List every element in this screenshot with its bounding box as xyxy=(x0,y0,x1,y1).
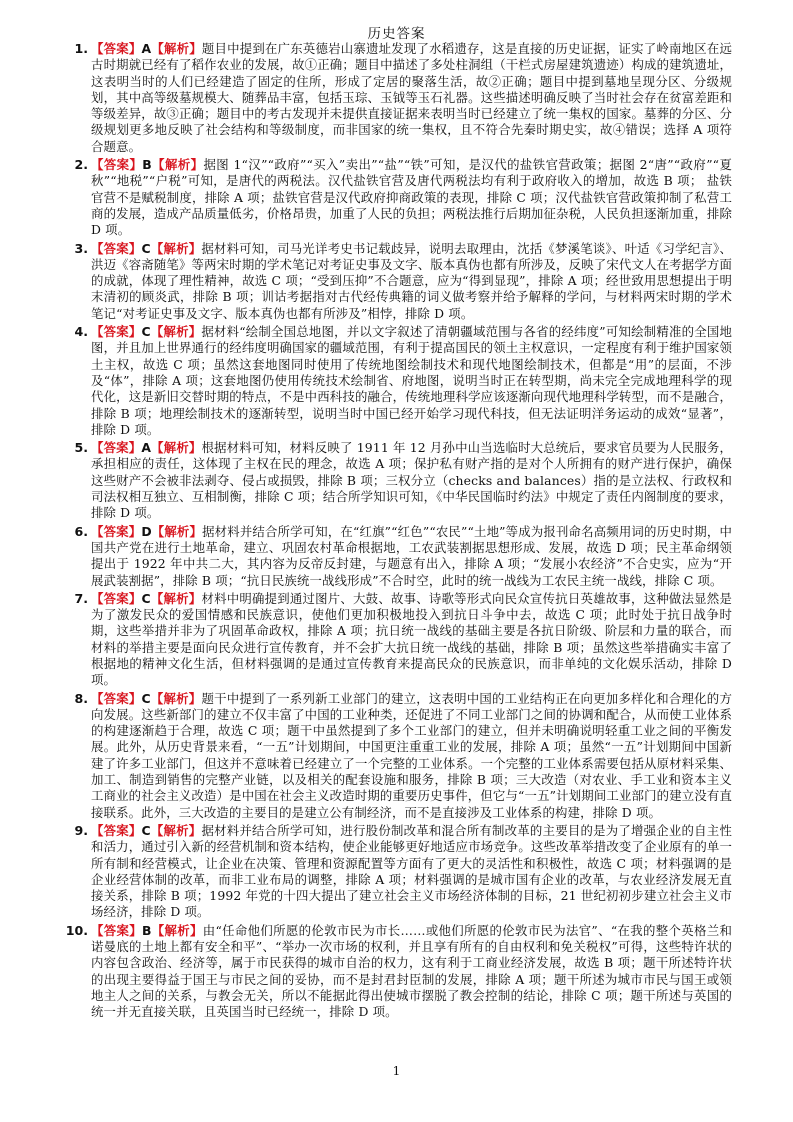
analysis-tag: 【解析】 xyxy=(151,41,202,56)
question-number: 9. xyxy=(74,822,88,838)
analysis-tag: 【解析】 xyxy=(150,324,202,340)
analysis-tag: 【解析】 xyxy=(151,922,203,938)
answer-body xyxy=(91,524,732,589)
analysis-text: 据材料可知，司马光详考史书记载歧异，说明去取理由，沈括《梦溪笔谈》、叶适《习学纪言》、洪迈《容斋随笔》等两宋时期的学术笔记对考证史事及文字、版本真伪也都有所涉及，反映了宋代文人在考据学方面的成就，体现了理性精神，故选 C 项；“受到压抑”不合题意，应为“得到显现”，排除 A 项；经世致用思想提出于明末清初的顾炎武，排除 B 项；训诂考据指对古代经传典籍的词义做考察并给予解释的学问，与材料两宋时期的学术笔记“对考证史事及文字、版本真伪也都有所涉及”相悖，排除 D 项。 xyxy=(91,240,732,321)
analysis-text: 材料中明确提到通过图片、大鼓、故事、诗歌等形式向民众宣传抗日英雄故事，这种做法显然是为了激发民众的爱国情感和民族意识，使他们更加积极地投入到抗日斗争中去，故选 C 项；此时处于抗日战争时期，这些举措并非为了巩固革命政权，排除 A 项；抗日统一战线的基础主要是各抗日阶级、阶层和力量的联合，而材料的举措主要是面向民众进行宣传教育，并不会扩大抗日统一战线的基础，排除 B 项；虽然这些举措确实丰富了根据地的精神文化生活，但材料强调的是通过宣传教育来提高民众的民族意识，而非单纯的文化娱乐活动，排除 D 项。 xyxy=(91,590,732,688)
question-number: 10. xyxy=(65,922,88,938)
analysis-tag: 【解析】 xyxy=(150,240,202,256)
answer-tag: 【答案】 xyxy=(91,240,142,256)
analysis-tag: 【解析】 xyxy=(151,440,202,456)
question-number: 6. xyxy=(74,523,88,539)
answer-body xyxy=(91,823,732,921)
analysis-text: 根据材料可知，材料反映了 1911 年 12 月孙中山当选临时大总统后，要求官员要为人民服务，承担相应的责任，这体现了主权在民的理念，故选 A 项；保护私有财产指的是对个人所拥有的财产进行保护，确保这些财产不会被非法剥夺、侵占或损毁，排除 B 项；三权分立（checks and balances）指的是立法权、行政权和司法权相互独立、互相制衡，排除 C 项；结合所学知识可知，《中华民国临时约法》中规定了责任内阁制度的要求，排除 D 项。 xyxy=(91,440,732,521)
answer-body xyxy=(91,591,732,689)
answer-tag: 【答案】 xyxy=(91,41,142,56)
answer-body xyxy=(91,41,732,155)
answer-letter: D xyxy=(141,523,152,539)
analysis-text: 据图 1“汉”“政府”“买入”卖出”“盐”“铁”可知，是汉代的盐铁官营政策；据图 2“唐”“政府”“夏秋”“地税”“户税”可知，是唐代的两税法。汉代盐铁官营及唐代两税法均有利于政府收入的增加，故选 B 项； 盐铁官营不是赋税制度，排除 A 项；盐铁官营是汉代政府抑商政策的表现，排除 C 项；汉代盐铁官营政策抑制了私营工商的发展，造成产品质量低劣，价格昂贵，加重了人民的负担；两税法推行后期加征杂税，人民负担逐渐加重，排除 D 项。 xyxy=(91,157,732,238)
analysis-text: 据材料并结合所学可知，在“红旗”“红色”“农民”“土地”等成为报刊命名高频用词的历史时期，中国共产党在进行土地革命，建立、巩固农村革命根据地，工农武装割据思想形成、发展，故选 D 项；民主革命纲领提出于 1922 年中共二大，其内容为反帝反封建，与题意有出入，排除 A 项；“发展小农经济”不合史实，应为“开展武装割据”，排除 B 项；“抗日民族统一战线形成”不合时空，此时的统一战线为工农民主统一战线，排除 C 项。 xyxy=(91,523,732,588)
answer-body xyxy=(91,923,732,1021)
answer-tag: 【答案】 xyxy=(91,324,142,340)
answer-item xyxy=(62,440,732,521)
analysis-tag: 【解析】 xyxy=(151,523,203,539)
answer-letter: C xyxy=(141,240,151,256)
answer-tag: 【答案】 xyxy=(91,157,143,173)
answer-body xyxy=(91,440,732,521)
answer-tag: 【答案】 xyxy=(91,822,142,838)
answer-tag: 【答案】 xyxy=(91,590,142,606)
answer-tag: 【答案】 xyxy=(91,922,142,938)
analysis-tag: 【解析】 xyxy=(151,157,204,173)
answer-item xyxy=(62,691,732,821)
analysis-tag: 【解析】 xyxy=(150,822,202,838)
analysis-text: 据材料并结合所学可知，进行股份制改革和混合所有制改革的主要目的是为了增强企业的自主性和活力，通过引入新的经营机制和资本结构，使企业能够更好地适应市场竞争。这些改革举措改变了企业原有的单一所有制和经营模式，让企业在决策、管理和资源配置等方面有了更大的灵活性和积极性，故选 C 项；材料强调的是企业经营体制的改革，而非工业布局的调整，排除 A 项；材料强调的是城市国有企业的改革，与农业经济发展无直接关系，排除 B 项；1992 年党的十四大提出了建立社会主义市场经济体制的目标，21 世纪初初步建立社会主义市场经济，排除 D 项。 xyxy=(91,822,732,920)
answer-body xyxy=(91,157,732,238)
answer-letter: C xyxy=(141,324,151,340)
question-number: 3. xyxy=(74,240,88,256)
question-number: 8. xyxy=(74,690,88,706)
answer-tag: 【答案】 xyxy=(91,690,142,706)
answer-item xyxy=(62,591,732,689)
analysis-tag: 【解析】 xyxy=(150,590,202,606)
answer-item xyxy=(62,324,732,438)
page-title: 历史答案 xyxy=(367,26,426,42)
analysis-text: 据材料“绘制全国总地图，并以文字叙述了清朝疆域范围与各省的经纬度”可知绘制精准的全国地图，并且加上世界通行的经纬度明确国家的疆域范围，有利于提高国民的领土主权意识，一定程度有利于维护国家领土主权，故选 C 项；虽然这套地图同时使用了传统地图绘制技术和现代地图绘制技术，但都是“用”的层面，不涉及“体”，排除 A 项；这套地图仍使用传统技术绘制省、府地图，说明当时正在转型期，尚未完全完成地理科学的现代化，这是新旧交替时期的特点，不是中西科技的融合，传统地理科学应该逐渐向现代地理科学转型，而不是融合，排除 B 项；地理绘制技术的逐渐转型，说明当时中国已经开始学习现代科技，但无法证明洋务运动的成效“显著”，排除 D 项。 xyxy=(91,324,732,437)
analysis-text: 由“任命他们所愿的伦敦市民为市长……或他们所愿的伦敦市民为法官”、“在我的整个英格兰和诺曼底的土地上都有安全和平”、“举办一次市场的权利，并且享有所有的自由权利和免关税权”可得，这些特许状的内容包含政治、经济等，属于市民获得的城市自治的权力，这有利于工商业经济发展，故选 B 项；题干所述特许状的出现主要得益于国王与市民之间的妥协，而不是封君封臣制的发展，排除 A 项；题干所述为城市市民与国王或领地主人之间的关系，与教会无关，所以不能据此得出使城市摆脱了教会控制的结论，排除 C 项；题干所述与英国的统一并无直接关联，且英国当时已经统一，排除 D 项。 xyxy=(91,922,733,1020)
question-number: 5. xyxy=(74,440,88,456)
answer-body xyxy=(91,241,732,322)
answer-tag: 【答案】 xyxy=(91,440,142,456)
answer-item xyxy=(62,41,732,155)
analysis-tag: 【解析】 xyxy=(150,690,202,706)
answer-item xyxy=(62,157,732,238)
question-number: 4. xyxy=(74,324,88,340)
analysis-text: 题目中提到在广东英德岩山寨遗址发现了水稻遗存，这是直接的历史证据，证实了岭南地区在远古时期就已经有了稻作农业的发展，故①正确；题目中描述了多处柱洞组（干栏式房屋建筑遗迹）构成的建筑遗址，这表明当时的人们已经建造了固定的住所，形成了定居的聚落生活，故②正确；题目中提到墓地呈现分区、分级规划，其中高等级墓规模大、随葬品丰富，包括玉琮、玉钺等玉石礼器。这些描述明确反映了当时社会存在贫富差距和等级差异，故③正确；题目中的考古发现并未提供直接证据来表明当时已经建立了统一集权的国家。墓葬的分区、分级规划更多地反映了社会结构和等级制度，而非国家的统一集权，且不符合先秦时期史实，故④错误；选择 A 项符合题意。 xyxy=(91,41,732,154)
question-number: 7. xyxy=(74,590,88,606)
answer-letter: A xyxy=(141,440,152,456)
answer-letter: C xyxy=(141,822,151,838)
answer-body xyxy=(91,324,732,438)
answer-item xyxy=(62,524,732,589)
answer-letter: C xyxy=(141,690,151,706)
analysis-text: 题干中提到了一系列新工业部门的建立，这表明中国的工业结构正在向更加多样化和合理化的方向发展。这些新部门的建立不仅丰富了中国的工业种类，还促进了不同工业部门之间的协调和配合，从而使工业体系的构建逐渐趋于合理，故选 C 项；题干中虽然提到了多个工业部门的建立，但并未明确说明轻重工业之间的平衡发展。此外，从历史背景来看，“一五”计划期间，中国更注重重工业的发展，排除 A 项；虽然“一五”计划期间中国新建了许多工业部门，但这并不意味着已经建立了一个完整的工业体系。一个完整的工业体系需要包括从原材料采集、加工、制造到销售的完整产业链，以及相关的配套设施和服务，排除 B 项；三大改造（对农业、手工业和资本主义工商业的社会主义改造）是中国在社会主义改造时期的重要历史事件，但它与“一五”计划期间工业部门的建立没有直接联系。此外，三大改造的主要目的是建立公有制经济，而不是直接涉及工业体系的构建，排除 D 项。 xyxy=(91,690,732,820)
question-number: 2. xyxy=(74,157,88,173)
answer-body xyxy=(91,691,732,821)
answer-letter: A xyxy=(141,41,152,56)
answer-letter: B xyxy=(142,157,152,173)
answer-tag: 【答案】 xyxy=(91,523,142,539)
answer-list xyxy=(62,41,732,1023)
answer-item xyxy=(62,923,732,1021)
question-number: 1. xyxy=(74,41,88,56)
answer-item xyxy=(62,241,732,322)
answer-letter: B xyxy=(141,922,152,938)
answer-item xyxy=(62,823,732,921)
page-number: 1 xyxy=(392,1064,401,1078)
answer-letter: C xyxy=(141,590,151,606)
